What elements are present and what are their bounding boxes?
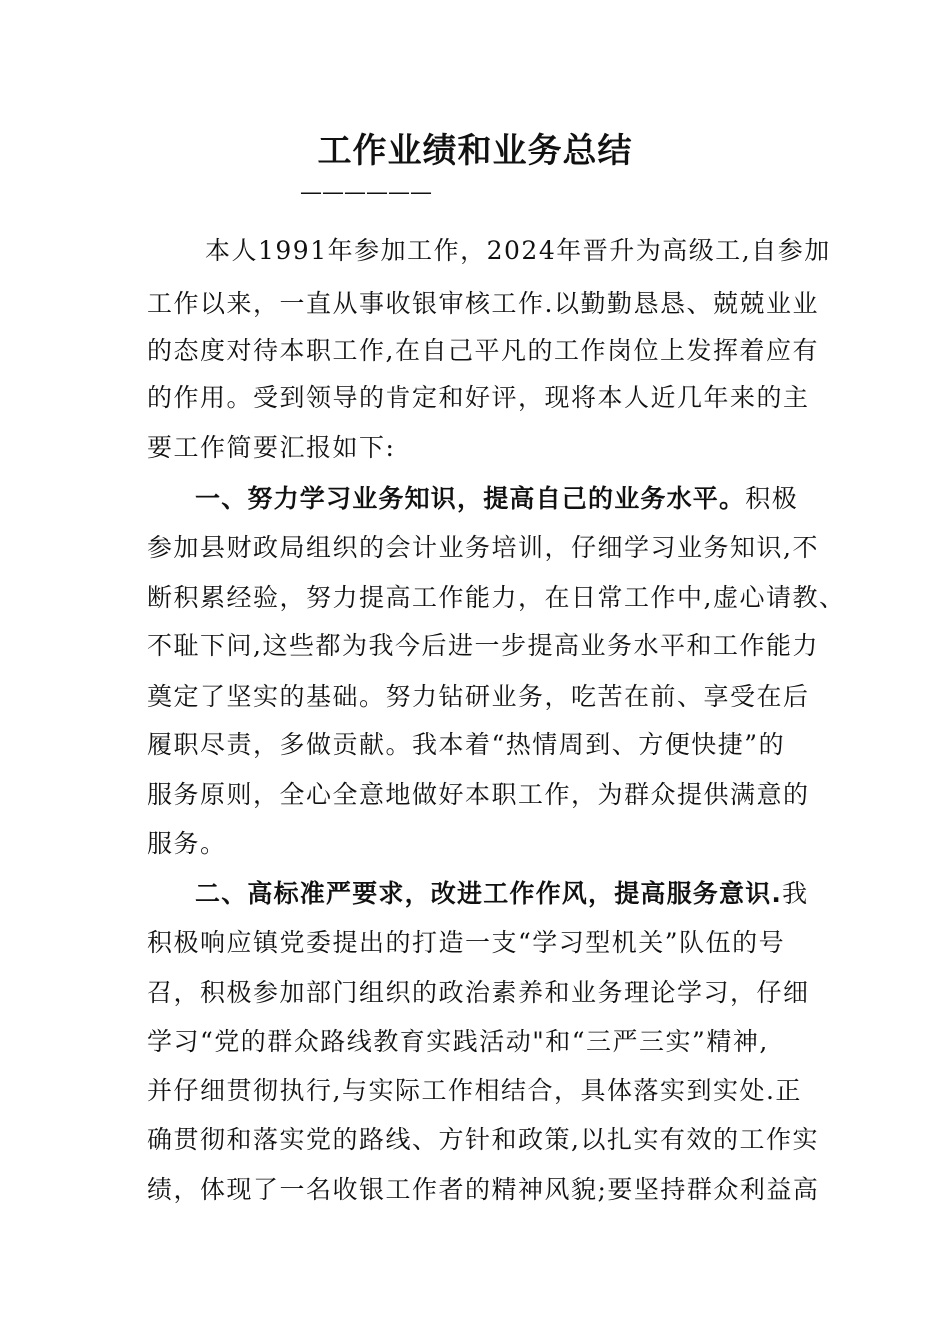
body-text: 要工作简要汇报如下: bbox=[147, 433, 396, 462]
body-line bbox=[147, 876, 807, 912]
section-heading: 二、高标准严要求，改进工作作风，提高服务意识. bbox=[195, 879, 783, 908]
body-line bbox=[147, 628, 819, 664]
body-text: 我 bbox=[782, 879, 809, 908]
section-heading: 一、努力学习业务知识，提高自己的业务水平。 bbox=[195, 484, 746, 513]
body-text: 履职尽责，多做贡献。我本着“热情周到、方便快捷”的 bbox=[147, 730, 786, 759]
body-text: 奠定了坚实的基础。努力钻研业务，吃苦在前、享受在后 bbox=[147, 682, 810, 711]
body-text: 参加县财政局组织的会计业务培训，仔细学习业务知识,不 bbox=[147, 533, 819, 562]
body-text: 本人1991年参加工作，2024年晋升为高级工,自参加 bbox=[205, 236, 831, 265]
body-line bbox=[147, 826, 807, 862]
body-line bbox=[147, 286, 819, 322]
body-line bbox=[147, 679, 810, 715]
body-line bbox=[147, 1024, 807, 1060]
body-line bbox=[147, 727, 807, 763]
body-text: 的态度对待本职工作,在自己平凡的工作岗位上发挥着应有 bbox=[147, 336, 819, 365]
body-text: 并仔细贯彻执行,与实际工作相结合，具体落实到实处.正 bbox=[147, 1076, 802, 1105]
document-title: 工作业绩和业务总结 bbox=[317, 131, 633, 171]
author-placeholder-line: —————— bbox=[300, 180, 432, 205]
body-text: 召，积极参加部门组织的政治素养和业务理论学习，仔细 bbox=[147, 978, 810, 1007]
body-line bbox=[147, 1073, 807, 1109]
body-line bbox=[147, 530, 819, 566]
body-line bbox=[147, 777, 810, 813]
body-text: 服务。 bbox=[147, 829, 227, 858]
body-line bbox=[147, 925, 807, 961]
body-line bbox=[147, 380, 810, 416]
body-text: 确贯彻和落实党的路线、方针和政策,以扎实有效的工作实 bbox=[147, 1125, 819, 1154]
body-line bbox=[147, 481, 807, 517]
body-text: 学习“党的群众路线教育实践活动"和“三严三实”精神, bbox=[147, 1027, 769, 1056]
body-line bbox=[147, 580, 846, 616]
body-text: 的作用。受到领导的肯定和好评，现将本人近几年来的主 bbox=[147, 383, 810, 412]
body-text: 不耻下问,这些都为我今后进一步提高业务水平和工作能力 bbox=[147, 631, 819, 660]
body-line bbox=[147, 1172, 820, 1208]
body-text: 积极响应镇党委提出的打造一支“学习型机关”队伍的号 bbox=[147, 928, 786, 957]
body-text: 断积累经验，努力提高工作能力，在日常工作中,虚心请教、 bbox=[147, 583, 846, 612]
body-line bbox=[147, 430, 807, 466]
body-text: 服务原则，全心全意地做好本职工作，为群众提供满意的 bbox=[147, 780, 810, 809]
body-line bbox=[147, 1122, 819, 1158]
body-line bbox=[147, 233, 831, 269]
body-text: 绩，体现了一名收银工作者的精神风貌;要坚持群众利益高 bbox=[147, 1175, 820, 1204]
body-line bbox=[147, 975, 810, 1011]
body-text: 积极 bbox=[745, 484, 799, 513]
body-text: 工作以来，一直从事收银审核工作.以勤勤恳恳、兢兢业业 bbox=[147, 289, 819, 318]
body-line bbox=[147, 333, 819, 369]
